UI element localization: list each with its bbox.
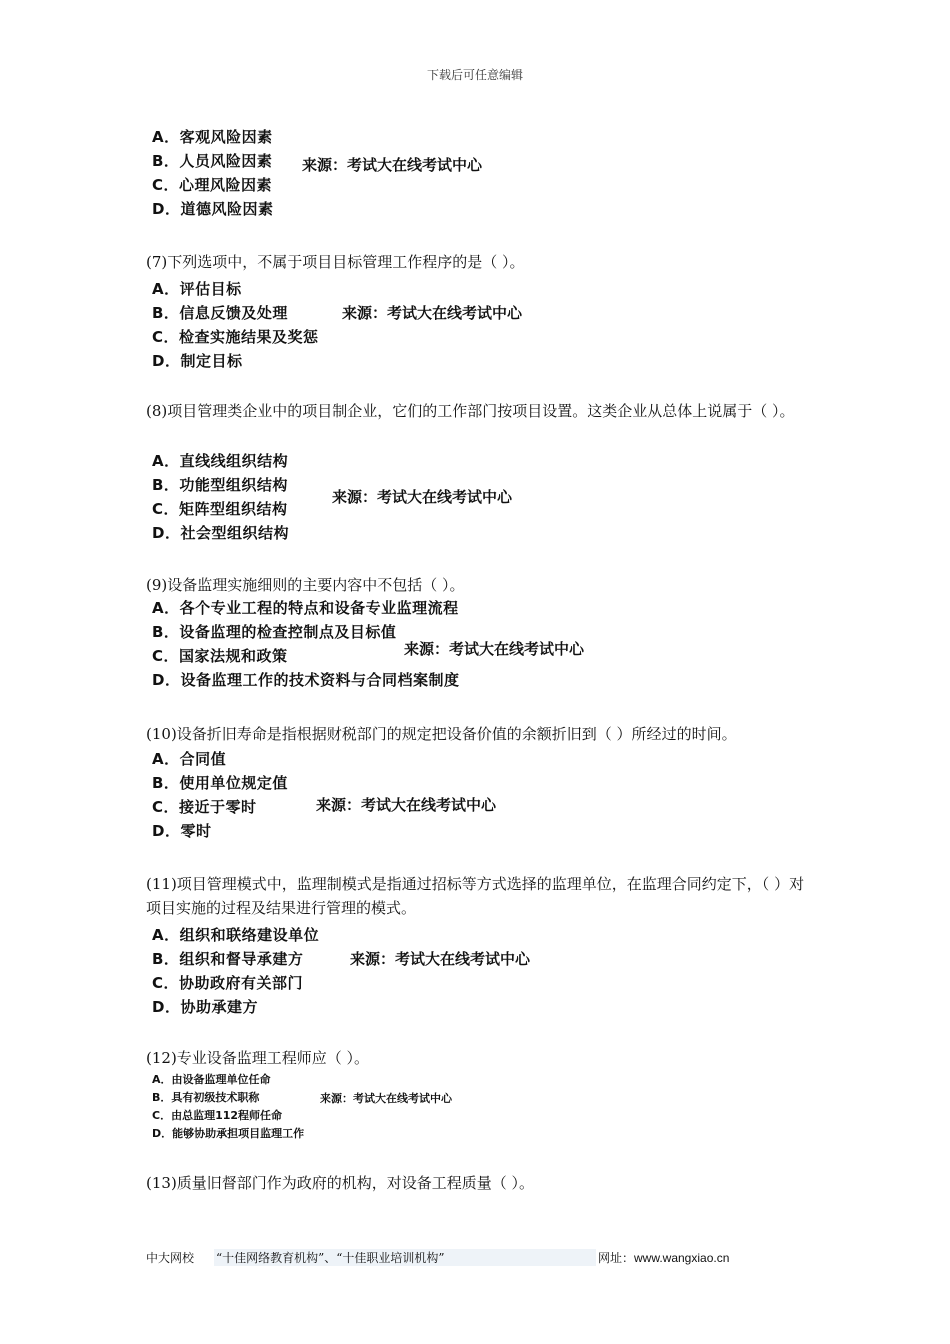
- footer-school: 中大网校: [146, 1251, 195, 1265]
- question-7: [146, 250, 810, 274]
- option-c: C．国家法规和政策: [152, 647, 288, 665]
- option-prev-b: B．人员风险因素: [152, 152, 273, 170]
- option-b: B．信息反馈及处理: [152, 304, 288, 322]
- question-text: (13)质量旧督部门作为政府的机构，对设备工程质量（ ）。: [146, 1174, 535, 1192]
- question-text: (7)下列选项中，不属于项目目标管理工作程序的是（ ）。: [146, 253, 525, 271]
- question-text: (8)项目管理类企业中的项目制企业，它们的工作部门按项目设置。这类企业从总体上说属于（ ）。: [146, 402, 795, 420]
- option-prev-c: C．心理风险因素: [152, 176, 273, 194]
- option-prev-d: D．道德风险因素: [152, 200, 274, 218]
- footer: [146, 1249, 746, 1267]
- question-10: [146, 722, 810, 746]
- option-a: A．组织和联络建设单位: [152, 926, 320, 944]
- option-b: B．具有初级技术职称: [152, 1091, 260, 1104]
- header-note: 下载后可任意编辑: [426, 68, 523, 82]
- footer-slogan: “十佳网络教育机构”、“十佳职业培训机构”: [214, 1249, 596, 1266]
- source-label: 来源：考试大在线考试中心: [316, 796, 497, 814]
- question-text: (9)设备监理实施细则的主要内容中不包括（ ）。: [146, 576, 465, 594]
- option-d: D．能够协助承担项目监理工作: [152, 1127, 305, 1140]
- option-c: C．协助政府有关部门: [152, 974, 304, 992]
- source-label: 来源：考试大在线考试中心: [342, 304, 523, 322]
- option-d: D．社会型组织结构: [152, 524, 289, 542]
- question-text: (12)专业设备监理工程师应（ ）。: [146, 1049, 370, 1067]
- option-d: D．零时: [152, 822, 212, 840]
- question-11: [146, 872, 810, 920]
- option-c: C．由总监理112程师任命: [152, 1109, 283, 1122]
- option-a: A．合同值: [152, 750, 227, 768]
- option-b: B．设备监理的检查控制点及目标值: [152, 623, 397, 641]
- option-c: C．接近于零时: [152, 798, 257, 816]
- option-a: A．直线线组织结构: [152, 452, 289, 470]
- option-b: B．组织和督导承建方: [152, 950, 304, 968]
- option-prev-a: A．客观风险因素: [152, 128, 273, 146]
- option-c: C．矩阵型组织结构: [152, 500, 288, 518]
- option-c: C．检查实施结果及奖惩: [152, 328, 319, 346]
- option-d: D．制定目标: [152, 352, 243, 370]
- source-label: 来源：考试大在线考试中心: [320, 1092, 452, 1105]
- option-a: A．各个专业工程的特点和设备专业监理流程: [152, 599, 459, 617]
- question-text: (11)项目管理模式中，监理制模式是指通过招标等方式选择的监理单位，在监理合同约定下，（ ）对项目实施的过程及结果进行管理的模式。: [146, 875, 805, 917]
- question-13: [146, 1171, 810, 1195]
- source-label: 来源：考试大在线考试中心: [404, 640, 585, 658]
- option-d: D．协助承建方: [152, 998, 258, 1016]
- source-label: 来源：考试大在线考试中心: [332, 488, 513, 506]
- option-b: B．使用单位规定值: [152, 774, 288, 792]
- question-8: [146, 399, 810, 423]
- footer-website[interactable]: 网址：www.wangxiao.cn: [598, 1251, 730, 1265]
- question-9: [146, 573, 810, 597]
- option-a: A．由设备监理单位任命: [152, 1073, 271, 1086]
- question-12: [146, 1046, 810, 1070]
- source-label: 来源：考试大在线考试中心: [302, 156, 483, 174]
- option-b: B．功能型组织结构: [152, 476, 288, 494]
- option-d: D．设备监理工作的技术资料与合同档案制度: [152, 671, 460, 689]
- source-label: 来源：考试大在线考试中心: [350, 950, 531, 968]
- option-a: A．评估目标: [152, 280, 242, 298]
- question-text: (10)设备折旧寿命是指根据财税部门的规定把设备价值的余额折旧到（ ）所经过的时间。: [146, 725, 737, 743]
